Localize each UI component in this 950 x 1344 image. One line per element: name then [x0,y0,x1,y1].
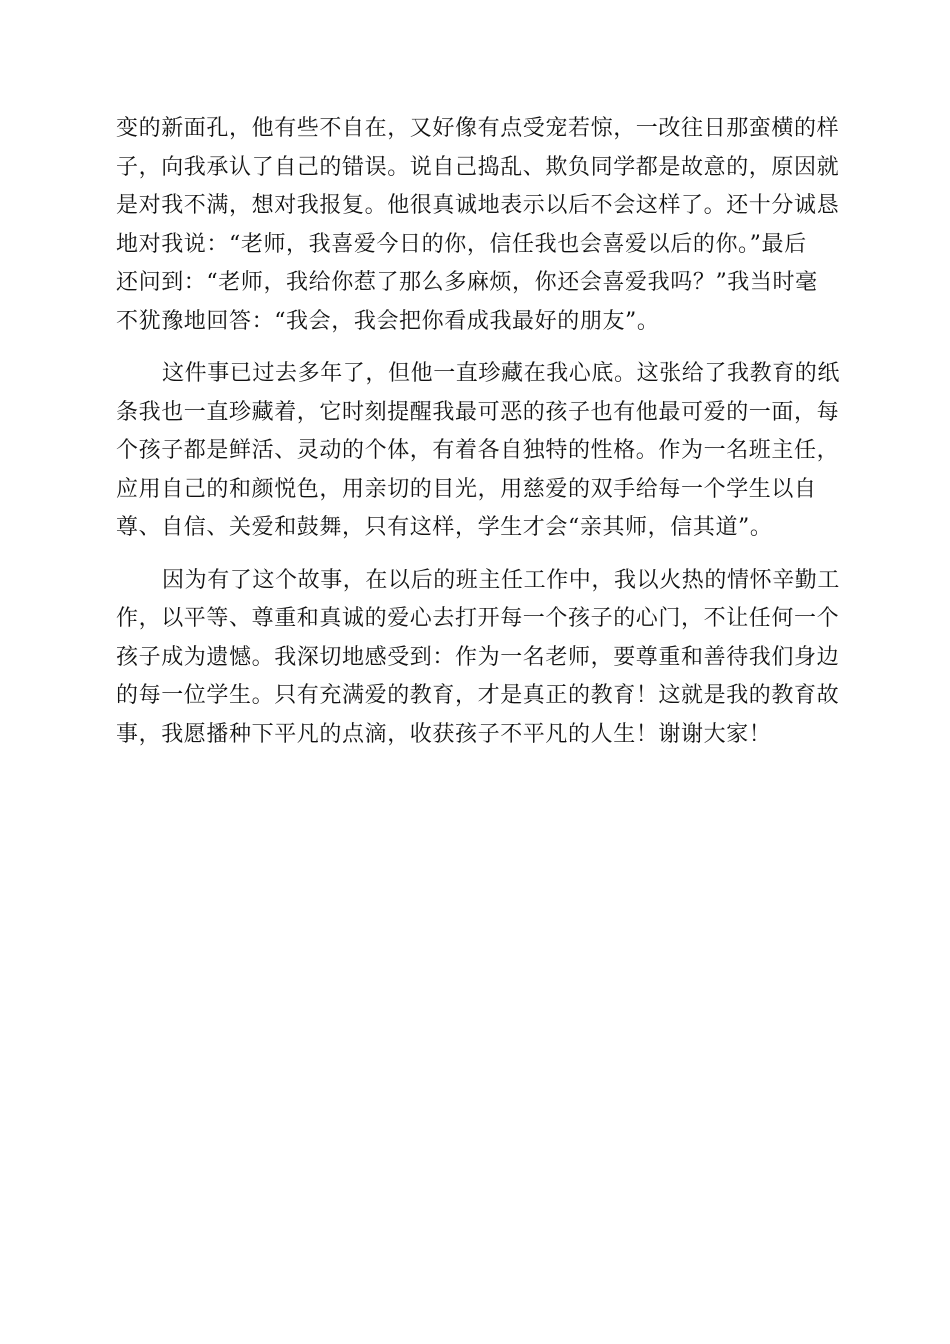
paragraph-line: 作，以平等、尊重和真诚的爱心去打开每一个孩子的心门，不让任何一个 [116,606,840,631]
paragraph-line: 因为有了这个故事，在以后的班主任工作中，我以火热的情怀辛勤工 [162,567,841,593]
paragraph-line: 变的新面孔，他有些不自在，又好像有点受宠若惊，一改往日那蛮横的样 [116,116,840,141]
paragraph-line: 地对我说：“老师，我喜爱今日的你，信任我也会喜爱以后的你。”最后 [116,231,807,257]
paragraph-line: 还问到：“老师，我给你惹了那么多麻烦，你还会喜爱我吗？”我当时毫 [116,270,818,295]
paragraph-line: 这件事已过去多年了，但他一直珍藏在我心底。这张给了我教育的纸 [162,361,841,386]
paragraph-line: 孩子成为遗憾。我深切地感受到：作为一名老师，要尊重和善待我们身边 [116,644,840,670]
paragraph-1 [116,110,840,341]
paragraph-line: 事，我愿播种下平凡的点滴，收获孩子不平凡的人生！谢谢大家！ [116,721,772,747]
paragraph-line: 应用自己的和颜悦色，用亲切的目光，用慈爱的双手给每一个学生以自 [116,476,817,502]
document-body [116,110,840,768]
paragraph-line: 个孩子都是鲜活、灵动的个体，有着各自独特的性格。作为一名班主任， [116,438,840,463]
paragraph-line: 子，向我承认了自己的错误。说自己捣乱、欺负同学都是故意的，原因就 [116,154,840,180]
paragraph-line: 尊、自信、关爱和鼓舞，只有这样，学生才会“亲其师，信其道”。 [116,515,773,540]
paragraph-line: 不犹豫地回答：“我会，我会把你看成我最好的朋友”。 [116,308,660,334]
paragraph-3 [116,562,840,755]
paragraph-line: 条我也一直珍藏着，它时刻提醒我最可恶的孩子也有他最可爱的一面，每 [116,399,840,425]
paragraph-line: 的每一位学生。只有充满爱的教育，才是真正的教育！这就是我的教育故 [116,683,840,708]
paragraph-2 [116,355,840,548]
paragraph-line: 是对我不满，想对我报复。他很真诚地表示以后不会这样了。还十分诚恳 [116,193,840,218]
